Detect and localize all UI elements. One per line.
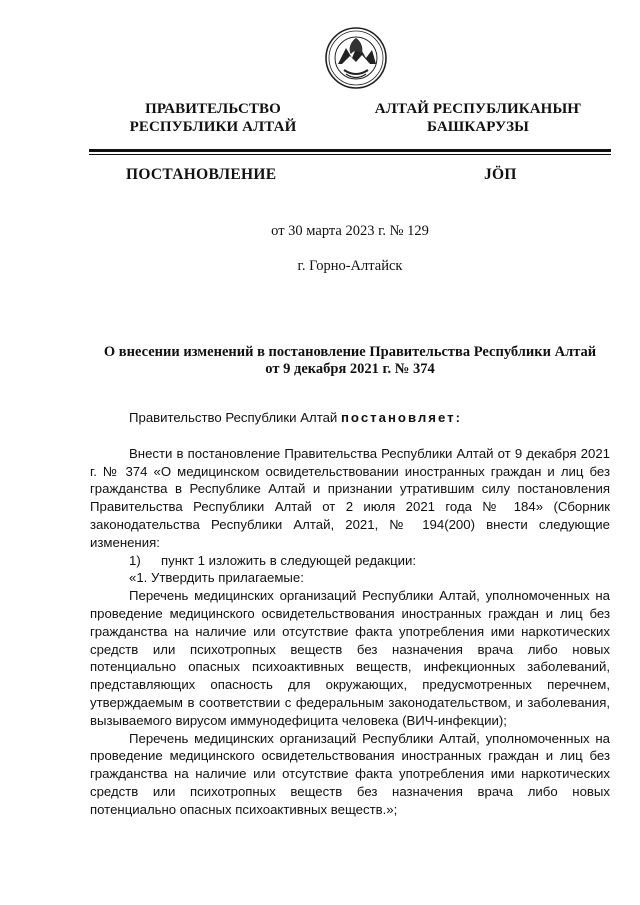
- header-divider-thick: [89, 149, 611, 152]
- document-title-line1: О внесении изменений в постановление Правительства Республики Алтай: [103, 344, 597, 360]
- paragraph-list-second: Перечень медицинских организаций Республики Алтай, уполномоченных на проведение медицинского освидетельствования иностранных граждан и лиц без гражданства на наличие или отсутствие факта употребления ими наркотических средств или психотропных веществ без назначения врача либо новых потенциально опасных психоактивных веществ.»;: [90, 730, 610, 817]
- quote-start: «1. Утвердить прилагаемые:: [129, 570, 304, 586]
- government-name-altai: [368, 100, 588, 136]
- list-item-1: [90, 552, 610, 570]
- document-date-number: от 30 марта 2023 г. № 129: [271, 223, 429, 239]
- paragraph-list-first: Перечень медицинских организаций Республики Алтай, уполномоченных на проведение медицинского освидетельствования иностранных граждан и лиц без гражданства на наличие или отсутствие факта употребления ими наркотических средств или психотропных веществ без назначения врача либо новых потенциально опасных психоактивных веществ, инфекционных заболеваний, представляющих опасность для окружающих, предусмотренных перечнем, утверждаемым в соответствии с федеральным законодательством, и заболевания, вызываемого вирусом иммунодефицита человека (ВИЧ-инфекции);: [90, 588, 610, 728]
- government-name-russian: [100, 100, 326, 136]
- coat-of-arms-emblem: [324, 26, 388, 90]
- list-item-number: 1): [129, 552, 141, 568]
- government-name-line2: РЕСПУБЛИКИ АЛТАЙ: [129, 119, 297, 135]
- document-body: [90, 409, 610, 819]
- document-title: [86, 344, 614, 378]
- header-divider-thin: [89, 154, 611, 155]
- list-item-text: пункт 1 изложить в следующей редакции:: [161, 552, 417, 568]
- government-name-altai-line2: БАШКАРУЗЫ: [427, 119, 529, 135]
- intro-paragraph: [90, 409, 610, 427]
- document-type-russian: ПОСТАНОВЛЕНИЕ: [126, 166, 277, 183]
- intro-verb: постановляет:: [340, 410, 462, 425]
- document-title-line2: от 9 декабря 2021 г. № 374: [265, 361, 435, 377]
- document-type-altai: JÖП: [484, 166, 517, 183]
- government-name-line1: ПРАВИТЕЛЬСТВО: [145, 101, 281, 117]
- paragraph-amendment: Внести в постановление Правительства Республики Алтай от 9 декабря 2021 г. № 374 «О медицинском освидетельствовании иностранных граждан и лиц без гражданства в Республике Алтай и признании утратившим силу постановления Правительства Республики Алтай от 2 июля 2021 года № 184» (Сборник законодательства Республики Алтай, 2021, № 194(200) внести следующие изменения:: [90, 445, 610, 550]
- government-name-altai-line1: АЛТАЙ РЕСПУБЛИКАНЫҤ: [374, 101, 582, 117]
- document-city: г. Горно-Алтайск: [297, 258, 403, 274]
- intro-subject: Правительство Республики Алтай: [129, 410, 338, 425]
